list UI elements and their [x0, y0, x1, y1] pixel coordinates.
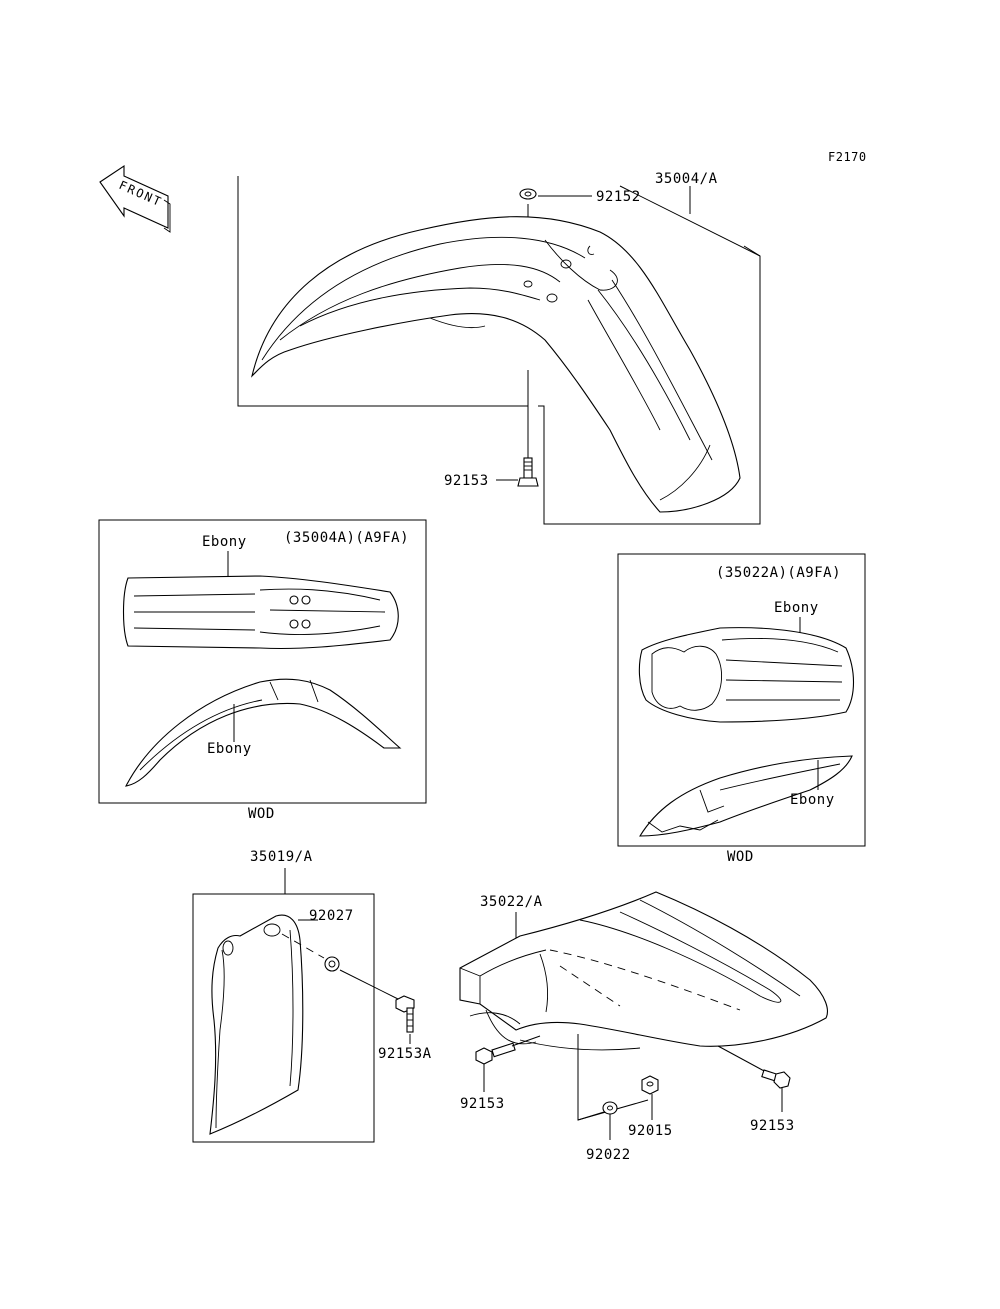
part-label-92015: 92015 — [628, 1123, 673, 1139]
front-arrow-label: FRONT — [116, 177, 165, 210]
part-label-35019a: 35019/A — [250, 849, 313, 865]
inset-front-label-top: Ebony — [202, 534, 247, 550]
part-label-92153-front: 92153 — [444, 473, 489, 489]
part-label-92022: 92022 — [586, 1147, 631, 1163]
part-label-35004a: 35004/A — [655, 171, 718, 187]
part-label-92153a: 92153A — [378, 1046, 432, 1062]
part-label-35022a: 35022/A — [480, 894, 543, 910]
bolt-92153-front-icon — [518, 458, 538, 486]
inset-front-fender — [99, 520, 426, 803]
collar-92015-icon — [642, 1076, 658, 1094]
inset-rear-caption: WOD — [727, 849, 754, 865]
inset-rear-label-bottom: Ebony — [790, 792, 835, 808]
washer-92152-icon — [520, 189, 536, 199]
part-label-92153-rear-left: 92153 — [460, 1096, 505, 1112]
part-label-92153-rear-right: 92153 — [750, 1118, 795, 1134]
side-cover — [210, 915, 303, 1134]
part-label-92027: 92027 — [309, 908, 354, 924]
washer-92022-icon — [603, 1102, 617, 1114]
inset-rear-label-top: Ebony — [774, 600, 819, 616]
front-fender-group — [238, 171, 760, 524]
damper-92027-icon — [325, 957, 339, 971]
inset-front-label-bottom: Ebony — [207, 741, 252, 757]
inset-rear-fender — [618, 554, 865, 846]
inset-front-code: (35004A)(A9FA) — [284, 530, 410, 546]
bolt-92153-rear-right-icon — [762, 1070, 790, 1088]
side-cover-group — [193, 849, 432, 1142]
bolt-92153a-icon — [396, 996, 414, 1032]
inset-rear-code: (35022A)(A9FA) — [716, 565, 842, 581]
bolt-92153-rear-left-icon — [476, 1043, 515, 1064]
front-arrow-icon — [100, 166, 170, 232]
figure-code: F2170 — [828, 150, 867, 164]
part-label-92152: 92152 — [596, 189, 641, 205]
front-fender — [252, 217, 740, 512]
rear-fender — [460, 892, 827, 1050]
rear-fender-group — [460, 892, 827, 1163]
inset-front-caption: WOD — [248, 806, 275, 822]
